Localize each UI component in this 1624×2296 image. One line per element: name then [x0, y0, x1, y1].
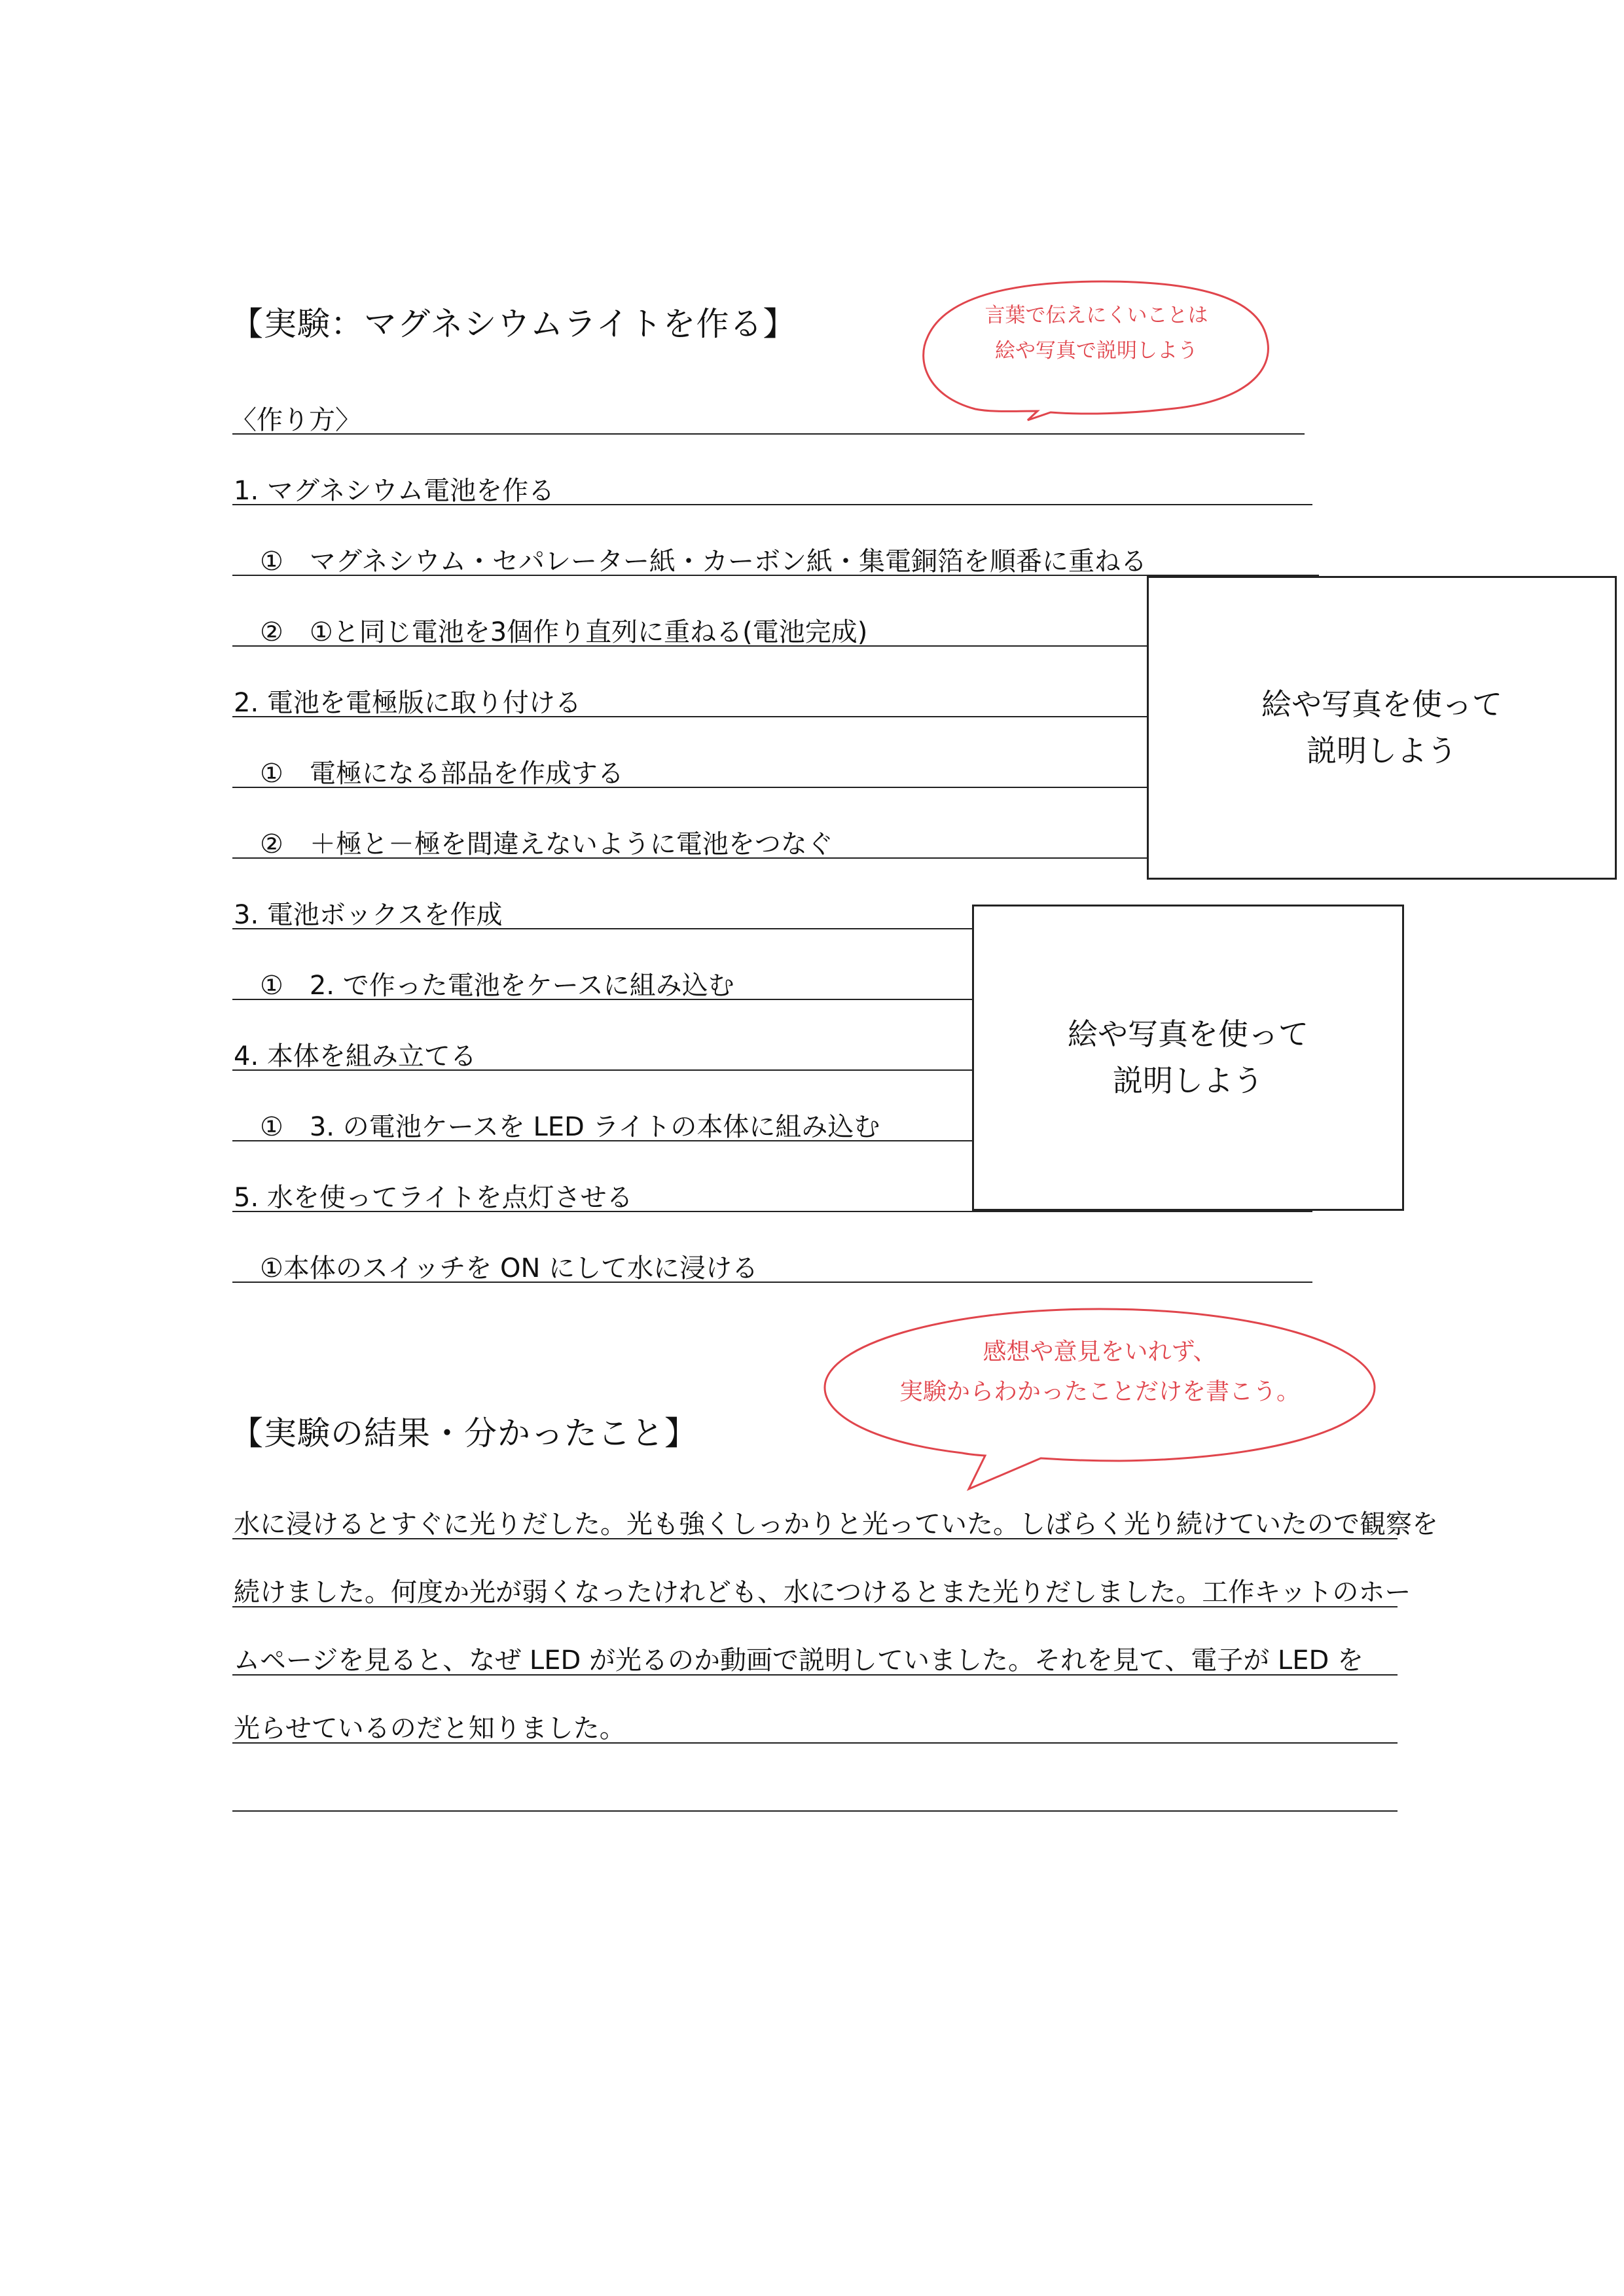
step-3-1: ① 2. で作った電池をケースに組み込む — [234, 971, 734, 1001]
picture-box-1-line1: 絵や写真を使って — [1261, 686, 1502, 722]
rule-line — [232, 1538, 1398, 1539]
rule-line — [232, 1810, 1398, 1812]
results-line-2: 続けました。何度か光が弱くなったけれども、水につけるとまた光りだしました。工作キットのホー — [234, 1577, 1411, 1607]
bubble-top-text — [939, 298, 1254, 369]
rule-line — [232, 1069, 972, 1071]
rule-line — [232, 787, 1149, 788]
step-1-2: ② ①と同じ電池を3個作り直列に重ねる(電池完成) — [234, 617, 868, 647]
rule-line — [232, 1674, 1398, 1676]
rule-line — [232, 716, 1149, 717]
results-title: 【実験の結果・分かったこと】 — [230, 1414, 698, 1452]
bubble-bottom-line1: 感想や意見をいれず、 — [983, 1338, 1217, 1365]
step-2: 2. 電池を電極版に取り付ける — [234, 688, 581, 718]
results-line-1: 水に浸けるとすぐに光りだした。光も強くしっかりと光っていた。しばらく光り続けていたので観察を — [234, 1509, 1438, 1539]
results-line-3: ムページを見ると、なぜ LED が光るのか動画で説明していました。それを見て、電子が LED を — [234, 1645, 1363, 1676]
rule-line — [232, 645, 1149, 647]
step-2-1: ① 電極になる部品を作成する — [234, 759, 624, 789]
step-4-1: ① 3. の電池ケースを LED ライトの本体に組み込む — [234, 1112, 880, 1142]
bubble-bottom-text — [851, 1332, 1348, 1412]
rule-line — [232, 1282, 1312, 1283]
step-4: 4. 本体を組み立てる — [234, 1041, 477, 1071]
rule-line — [232, 999, 972, 1000]
step-5-1: ①本体のスイッチを ON にして水に浸ける — [234, 1253, 759, 1283]
bubble-bottom-line2: 実験からわかったことだけを書こう。 — [899, 1378, 1300, 1406]
rule-line — [232, 1742, 1398, 1744]
rule-line — [232, 1211, 1312, 1212]
rule-line — [232, 433, 1305, 435]
step-1-1: ① マグネシウム・セパレーター紙・カーボン紙・集電銅箔を順番に重ねる — [234, 547, 1147, 577]
picture-box-2-line2: 説明しよう — [1113, 1063, 1263, 1098]
step-5: 5. 水を使ってライトを点灯させる — [234, 1183, 633, 1213]
procedure-label: 〈作り方〉 — [230, 405, 361, 435]
rule-line — [232, 928, 972, 929]
picture-box-1-line2: 説明しよう — [1307, 733, 1457, 768]
step-2-2: ② ＋極と－極を間違えないように電池をつなぐ — [234, 829, 833, 859]
rule-line — [232, 1140, 972, 1141]
bubble-top-line1: 言葉で伝えにくいことは — [984, 304, 1208, 327]
picture-box-2 — [972, 905, 1404, 1211]
experiment-title: 【実験：マグネシウムライトを作る】 — [230, 305, 797, 343]
step-1: 1. マグネシウム電池を作る — [234, 476, 555, 506]
picture-box-1 — [1147, 576, 1617, 880]
step-3: 3. 電池ボックスを作成 — [234, 900, 503, 930]
rule-line — [232, 1606, 1398, 1607]
rule-line — [232, 857, 1149, 859]
results-line-4: 光らせているのだと知りました。 — [234, 1713, 626, 1744]
bubble-top-line2: 絵や写真で説明しよう — [995, 339, 1198, 363]
rule-line — [232, 504, 1312, 505]
picture-box-2-line1: 絵や写真を使って — [1068, 1016, 1308, 1052]
